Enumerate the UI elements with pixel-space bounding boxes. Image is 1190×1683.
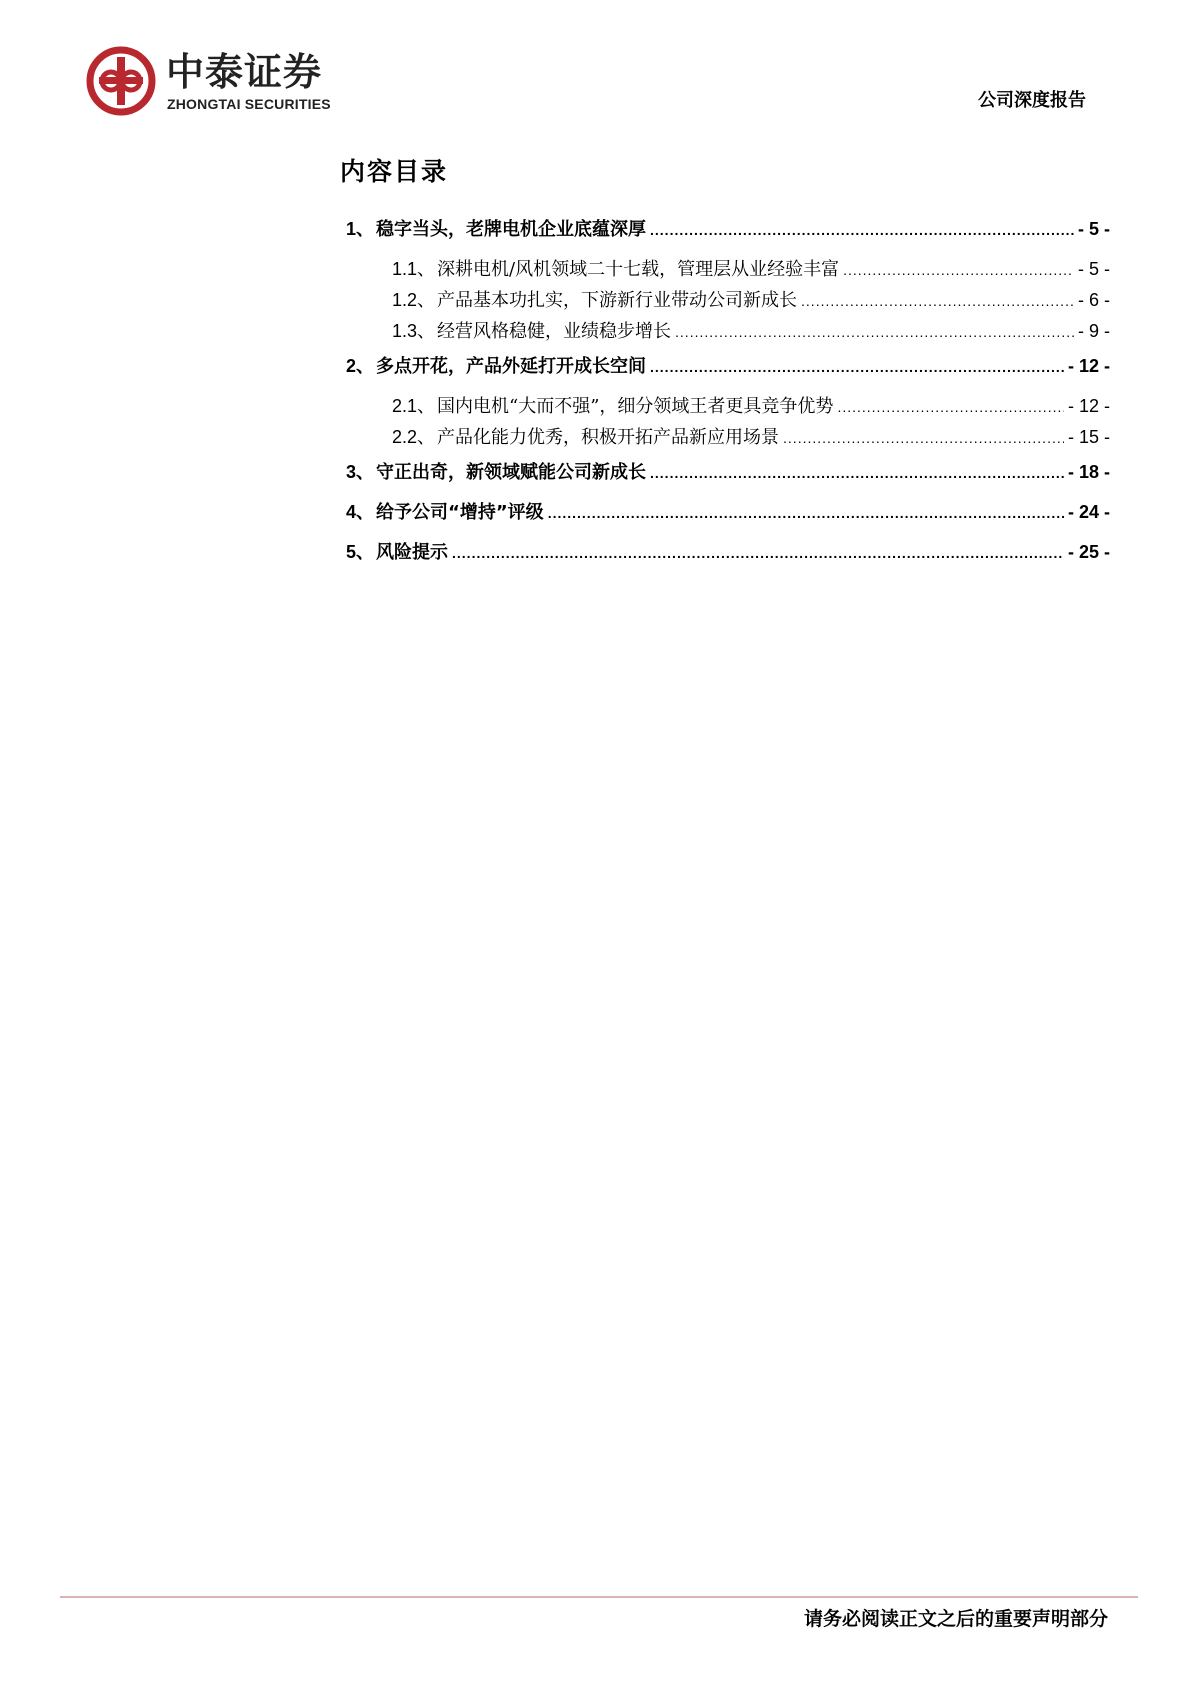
toc-entry-1-2[interactable] — [346, 286, 1110, 317]
table-of-contents — [346, 215, 1110, 578]
footer-disclaimer: 请务必阅读正文之后的重要声明部分 — [803, 1608, 1108, 1630]
toc-entry-number: 1.3、 — [392, 321, 436, 341]
report-type-label: 公司深度报告 — [978, 90, 1086, 111]
toc-leader-dots — [650, 222, 1074, 238]
toc-entry-page: - 5 - — [1077, 259, 1110, 279]
footer-divider — [60, 1596, 1138, 1598]
toc-entry-number: 1.1、 — [392, 259, 436, 279]
toc-leader-dots — [452, 545, 1064, 561]
toc-leader-dots — [650, 359, 1064, 375]
toc-entry-text: 给予公司“增持”评级 — [376, 502, 544, 523]
toc-entry-text: 多点开花，产品外延打开成长空间 — [376, 356, 647, 377]
toc-entry-page: - 12 - — [1067, 356, 1110, 376]
toc-entry-text: 守正出奇，新领域赋能公司新成长 — [376, 462, 647, 483]
toc-entry-2[interactable] — [346, 352, 1110, 392]
toc-entry-number: 4、 — [346, 502, 375, 522]
toc-entry-1-1[interactable] — [346, 255, 1110, 286]
toc-entry-number: 5、 — [346, 542, 375, 562]
toc-entry-page: - 6 - — [1077, 290, 1110, 310]
toc-entry-2-1[interactable] — [346, 392, 1110, 423]
toc-entry-page: - 12 - — [1067, 396, 1110, 416]
toc-leader-dots — [650, 465, 1064, 481]
toc-entry-number: 2.1、 — [392, 396, 436, 416]
toc-entry-number: 2.2、 — [392, 427, 436, 447]
toc-entry-3[interactable] — [346, 458, 1110, 498]
toc-entry-number: 3、 — [346, 462, 375, 482]
toc-entry-text: 产品化能力优秀，积极开拓产品新应用场景 — [437, 427, 780, 448]
toc-entry-text: 经营风格稳健，业绩稳步增长 — [437, 321, 672, 342]
toc-entry-number: 1、 — [346, 219, 375, 239]
toc-entry-text: 产品基本功扎实，下游新行业带动公司新成长 — [437, 290, 798, 311]
toc-leader-dots — [801, 293, 1074, 309]
toc-title: 内容目录 — [340, 157, 449, 186]
toc-entry-page: - 15 - — [1067, 427, 1110, 447]
toc-entry-1[interactable] — [346, 215, 1110, 255]
toc-entry-page: - 9 - — [1077, 321, 1110, 341]
toc-entry-number: 1.2、 — [392, 290, 436, 310]
toc-entry-1-3[interactable] — [346, 317, 1110, 348]
toc-entry-5[interactable] — [346, 538, 1110, 578]
toc-leader-dots — [783, 430, 1064, 446]
toc-entry-text: 深耕电机/风机领域二十七载，管理层从业经验丰富 — [437, 259, 840, 280]
toc-entry-4[interactable] — [346, 498, 1110, 538]
toc-entry-page: - 18 - — [1067, 462, 1110, 482]
toc-entry-2-2[interactable] — [346, 423, 1110, 454]
toc-entry-text: 国内电机“大而不强”，细分领域王者更具竞争优势 — [437, 396, 834, 417]
toc-entry-text: 风险提示 — [376, 542, 449, 563]
toc-entry-page: - 24 - — [1067, 502, 1110, 522]
toc-leader-dots — [837, 399, 1064, 415]
toc-entry-page: - 5 - — [1077, 219, 1110, 239]
zhongtai-logo-icon — [86, 46, 156, 116]
page-header — [0, 0, 1190, 130]
brand-name-english: ZHONGTAI SECURITIES — [167, 96, 331, 112]
brand-name-chinese: 中泰证券 — [166, 50, 323, 94]
toc-entry-text: 稳字当头，老牌电机企业底蕴深厚 — [376, 219, 647, 240]
toc-leader-dots — [843, 262, 1074, 278]
toc-entry-page: - 25 - — [1067, 542, 1110, 562]
toc-leader-dots — [548, 505, 1064, 521]
toc-leader-dots — [675, 324, 1074, 340]
toc-entry-number: 2、 — [346, 356, 375, 376]
